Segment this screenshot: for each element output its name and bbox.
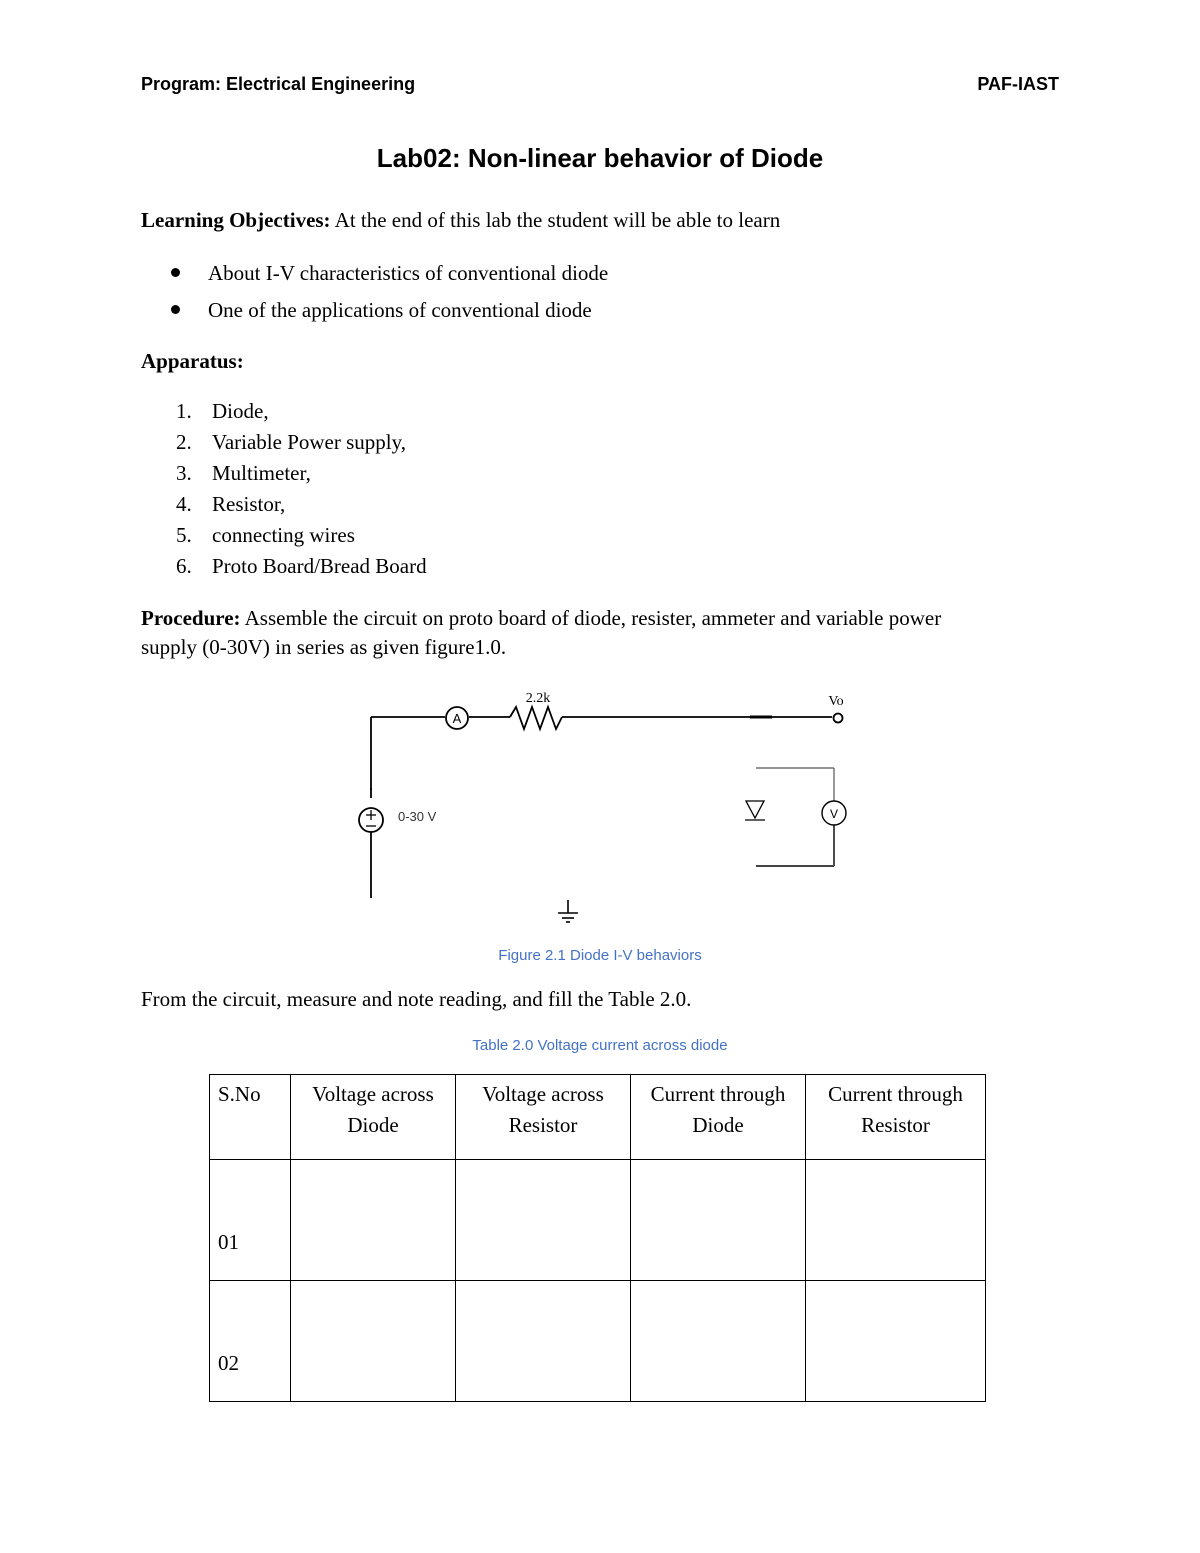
output-label: Vo (828, 694, 844, 709)
empty-cell[interactable] (456, 1160, 631, 1281)
empty-cell[interactable] (291, 1281, 456, 1402)
ammeter-label: A (452, 711, 462, 726)
data-table (209, 1074, 986, 1402)
apparatus-item: 1. Diode, (176, 399, 269, 423)
objective-item: One of the applications of conventional diode (171, 296, 592, 325)
table-row (210, 1281, 986, 1402)
empty-cell[interactable] (631, 1281, 806, 1402)
circuit-diagram (340, 680, 860, 930)
empty-cell[interactable] (806, 1160, 986, 1281)
voltmeter-label: V (829, 807, 839, 821)
apparatus-item: 3. Multimeter, (176, 461, 311, 485)
header-cell-sno: S.No (210, 1075, 291, 1160)
procedure-line-2: supply (0-30V) in series as given figure1.0. (141, 635, 507, 659)
table-caption: Table 2.0 Voltage current across diode (472, 1037, 728, 1054)
resistor-label: 2.2k (525, 691, 551, 706)
apparatus-item: 6. Proto Board/Bread Board (176, 554, 427, 578)
procedure-label: Procedure: (141, 606, 241, 630)
header-cell-current-diode: Current through Diode (631, 1075, 806, 1160)
figure-caption: Figure 2.1 Diode I-V behaviors (498, 947, 702, 964)
resistor-icon (510, 707, 562, 729)
empty-cell[interactable] (631, 1160, 806, 1281)
empty-cell[interactable] (806, 1281, 986, 1402)
empty-cell[interactable] (291, 1160, 456, 1281)
objectives-label: Learning Objectives: (141, 208, 331, 232)
empty-cell[interactable] (456, 1281, 631, 1402)
header-institute: PAF-IAST (977, 74, 1059, 94)
instruction-text: From the circuit, measure and note reading, and fill the Table 2.0. (141, 987, 692, 1011)
objectives-text: At the end of this lab the student will be able to learn (330, 208, 781, 232)
header-cell-current-resistor: Current through Resistor (806, 1075, 986, 1160)
output-terminal-icon (834, 714, 843, 723)
table-row (210, 1160, 986, 1281)
header-cell-voltage-diode: Voltage across Diode (291, 1075, 456, 1160)
procedure-paragraph: Procedure: Assemble the circuit on proto board of diode, resister, ammeter and variable power (141, 606, 942, 630)
apparatus-heading: Apparatus: (141, 349, 244, 373)
table-header-row (210, 1075, 986, 1160)
apparatus-item: 2. Variable Power supply, (176, 430, 407, 454)
row-number-cell: 02 (210, 1281, 291, 1402)
header-program: Program: Electrical Engineering (141, 74, 416, 94)
bullet-icon (171, 305, 180, 314)
row-number-cell: 01 (210, 1160, 291, 1281)
apparatus-item: 5. connecting wires (176, 523, 355, 547)
apparatus-item: 4. Resistor, (176, 492, 286, 516)
objective-item: About I-V characteristics of conventional diode (171, 259, 608, 288)
diode-icon (746, 801, 764, 818)
objectives-paragraph (141, 206, 780, 235)
source-label: 0-30 V (398, 809, 437, 824)
header-cell-voltage-resistor: Voltage across Resistor (456, 1075, 631, 1160)
bullet-icon (171, 268, 180, 277)
page-title: Lab02: Non-linear behavior of Diode (376, 143, 824, 173)
